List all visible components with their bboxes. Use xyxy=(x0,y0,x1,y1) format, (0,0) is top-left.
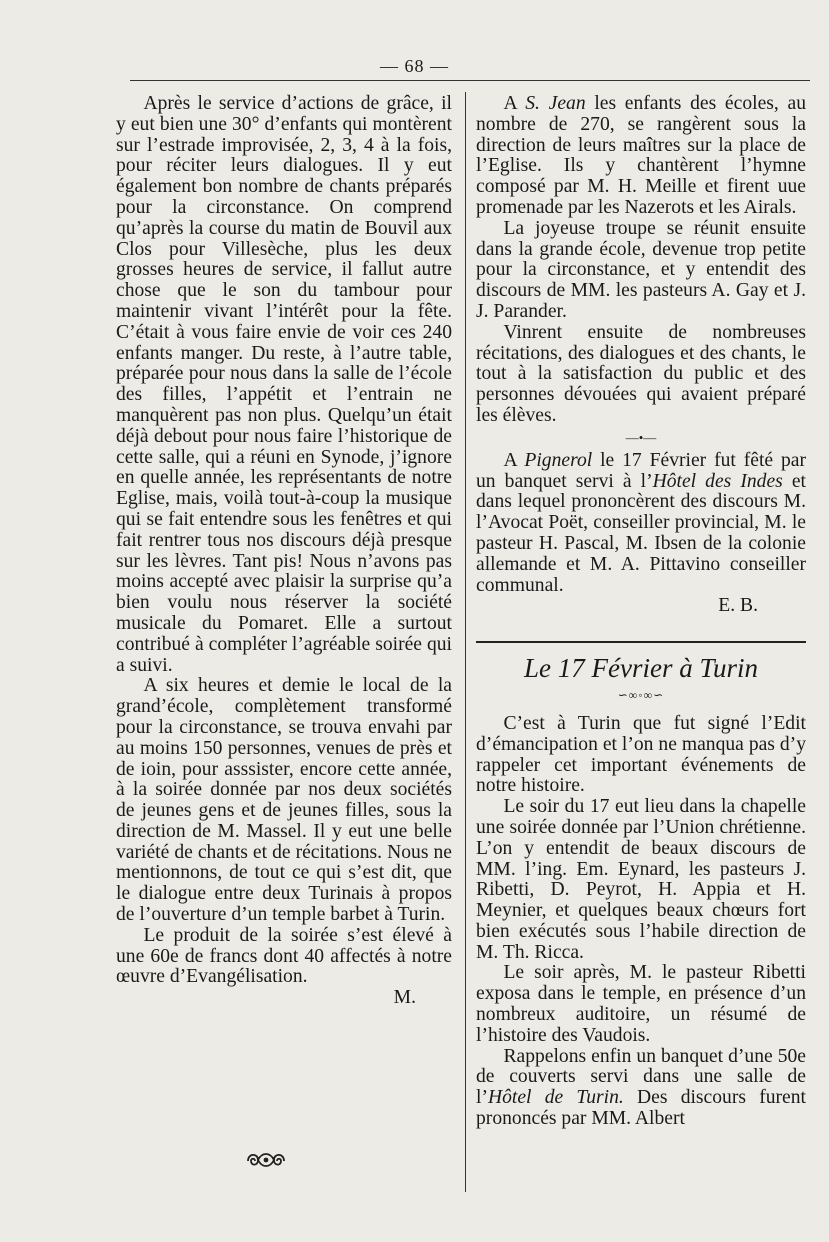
paragraph-troupe: La joyeuse troupe se réunit ensuite dans la grande école, devenue trop petite pour la circonstance, et y entendit des discours de MM. les pasteurs A. Gay et J. J. Parander. xyxy=(476,217,806,322)
floral-ornament-icon xyxy=(244,1148,288,1174)
left-column xyxy=(116,94,452,1009)
title-swirl-ornament: ∽∞◦∞∽ xyxy=(617,688,665,703)
page-number: — 68 — xyxy=(380,56,449,76)
paragraph-soiree: A six heures et demie le local de la grand’école, complètement transformé pour la circonstance, se trouva envahi par au moins 150 personnes, venues de près et de ioin, pour asssister, encore cette année, à la soirée donnée par nos deux sociétés de jeunes gens et de jeunes filles, sous la direction de M. Massel. Il y eut une belle variété de chants et de récitations. Nous ne mentionnons, de tout ce qui s’est dit, que le dialogue entre deux Turinais à propos de l’ouverture d’un temple barbet à Turin. xyxy=(116,675,452,926)
paragraph-pignerol xyxy=(476,451,806,597)
section-title: Le 17 Février à Turin xyxy=(524,653,758,684)
separator-ornament: —•— xyxy=(625,429,657,445)
signature-eb: E. B. xyxy=(718,595,758,617)
paragraph-produit: Le produit de la soirée s’est élevé à une 60e de francs dont 40 affectés à notre œuvre d’Evangélisation. xyxy=(116,924,452,988)
banquet-prefix: Rappelons enfin un banquet d’une 50e de couverts servi dans une salle de l’ xyxy=(476,1045,806,1109)
paragraph-service: Après le service d’actions de grâce, il y eut bien une 30° d’enfants qui montèrent sur l’estrade improvisée, 2, 3, 4 à la fois, pour réciter leurs dialogues. Il y eut également bon nombre de chants préparés pour la circonstance. On comprend qu’après la course du matin de Bouvil aux Clos pour Villesèche, plus les deux grosses heures de service, il fallut autre chose que le son du tambour pour maintenir vivant l’intérêt pour la fête. C’était à vous faire envie de voir ces 240 enfants manger. Du reste, à l’autre table, préparée pour nous dans la salle de l’école des filles, l’appétit et l’entrain ne manquèrent pas non plus. Quelqu’un était déjà debout pour nous faire l’historique de cette salle, qui a réuni en Synode, j’ignore en quelle année, les représentants de notre Eglise, mais, voilà tout-à-coup la musique qui se fait entendre sous les fenêtres et qui fait rentrer tous nos discours déjà presque sur les lèvres. Tant pis! Nous n’avons pas moins accepté avec plaisir la surprise qu’a bien voulu nous réserver la société musicale du Pomaret. Elle a surtout contribué à compléter l’agréable soirée qui a suivi. xyxy=(116,93,452,676)
paragraph-turin-ribetti: Le soir après, M. le pasteur Ribetti exposa dans le temple, en présence d’un nombreux auditoire, un résumé de l’histoire des Vaudois. xyxy=(476,962,806,1046)
signature-m: M. xyxy=(393,987,416,1009)
pignerol-place: Pignerol xyxy=(524,449,593,471)
banquet-hotel: Hôtel de Turin. xyxy=(487,1087,624,1109)
s-jean-text: les enfants des écoles, au nombre de 270, se rangèrent sous la direction de leurs maîtres sur la place de l’Eglise. Ils y chantèrent l’hymne composé par M. H. Meille et firent uue promenade par les Nazerots et les Airals. xyxy=(476,93,806,218)
banquet-text: Des discours furent prononcés par MM. Albert xyxy=(476,1087,806,1130)
paragraph-recitations: Vinrent ensuite de nombreuses récitations, des dialogues et des chants, le tout à la satisfaction du public et des personnes dévouées qui avaient préparé les élèves. xyxy=(476,321,806,426)
column-divider xyxy=(465,92,466,1192)
pignerol-hotel: Hôtel des Indes xyxy=(652,470,783,492)
header-rule xyxy=(130,80,810,81)
pignerol-text: et dans lequel prononcèrent des discours M. l’Avocat Poët, conseiller provincial, M. le pasteur H. Pascal, M. Ibsen de la colonie allemande et M. A. Pittavino conseiller communal. xyxy=(476,470,806,596)
s-jean-prefix: A xyxy=(503,93,526,114)
pignerol-mid: le 17 Février fut fêté par un banquet servi à l’ xyxy=(476,449,806,492)
paragraph-turin-edit: C’est à Turin que fut signé l’Edit d’émancipation et l’on ne manqua pas d’y rappeler cet important événements de notre histoire. xyxy=(476,712,806,797)
s-jean-place: S. Jean xyxy=(525,93,586,114)
pignerol-prefix: A xyxy=(503,449,525,471)
section-rule xyxy=(476,641,806,643)
right-column xyxy=(476,94,806,1130)
paragraph-turin-soir: Le soir du 17 eut lieu dans la chapelle une soirée donnée par l’Union chrétienne. L’on y entendit de beaux discours de MM. l’ing. Em. Eynard, les pasteurs J. Ribetti, D. Peyrot, H. Appia et H. Meynier, et quelques beaux chœurs fort bien exécutés sous l’habile direction de M. Th. Ricca. xyxy=(476,796,806,963)
paragraph-s-jean xyxy=(476,94,806,219)
paragraph-turin-banquet xyxy=(476,1047,806,1130)
